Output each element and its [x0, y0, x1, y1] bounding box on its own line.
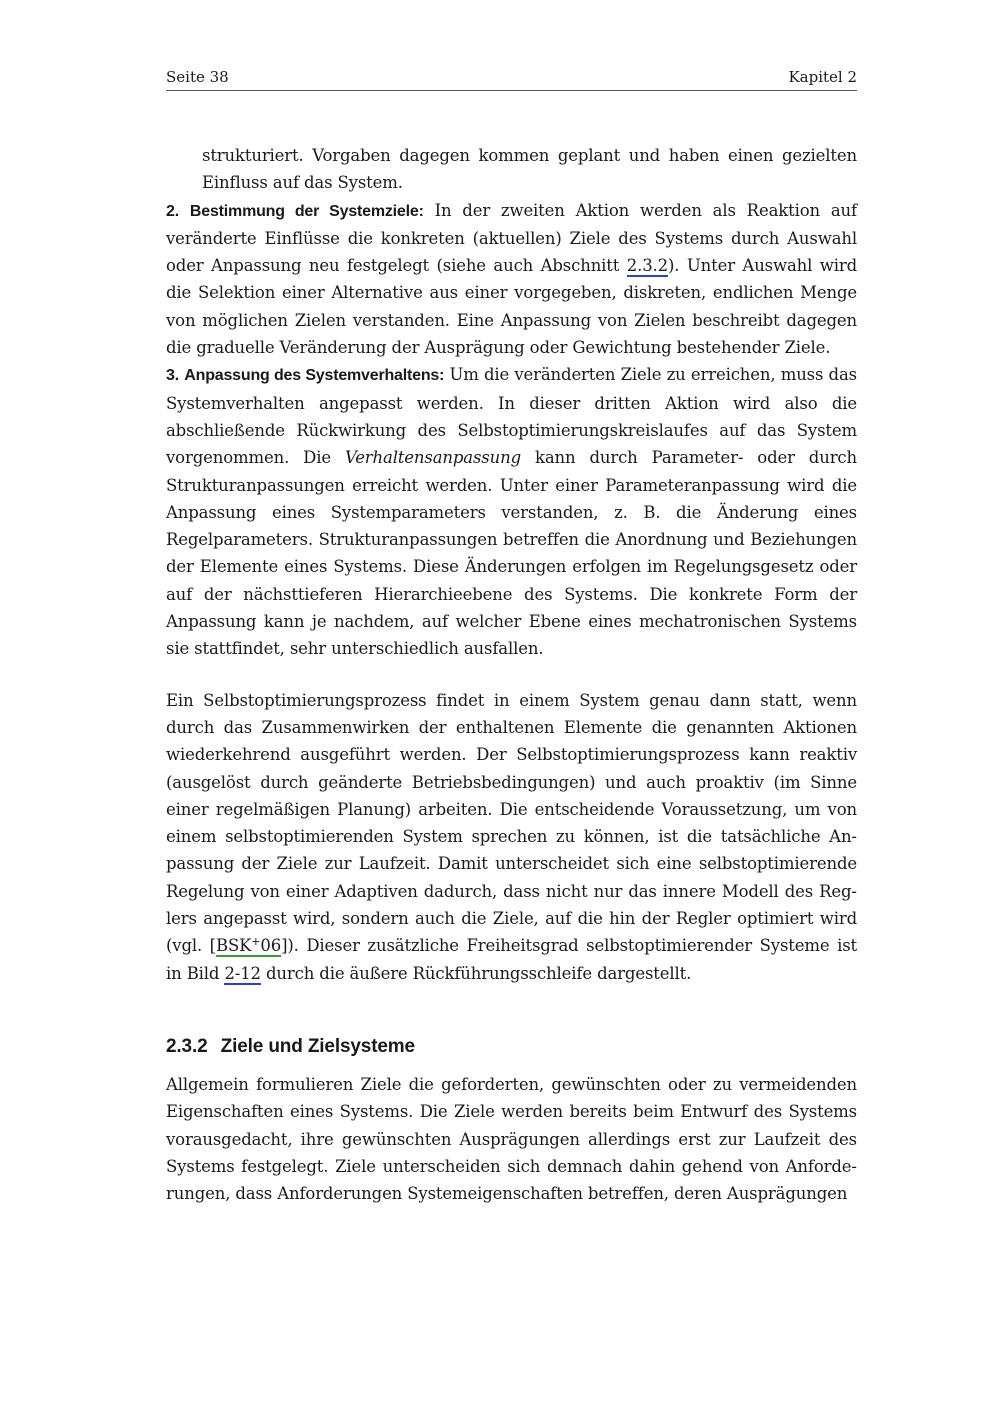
- list-item-text: Um die veränderten Ziele zu erreichen, muss das Systemverhalten angepasst werden. In dieser dritten Aktion wird also die abschließende Rückwirkung des Selbstoptimierungskreislaufes auf das System vorgenommen. Die: [166, 365, 857, 468]
- paragraph-text: durch die äußere Rückführungsschleife dargestellt.: [260, 963, 692, 983]
- citation-year: 06: [260, 936, 282, 956]
- section-title: Ziele und Zielsysteme: [220, 1035, 415, 1057]
- list-item-text: kann durch Parameter- oder durch Strukturanpassungen erreicht werden. Unter einer Parameteranpassung wird die Anpassung eines Systemparameters verstanden, z. B. die Änderung eines Regelparameters. Strukturanpassungen betreffen die Anordnung und Beziehungen der Elemente eines Systems. Diese Änderungen erfolgen im Regelungsgesetz oder auf der nächsttieferen Hierarchieebene des Systems. Die konkrete Form der Anpassung kann je nachdem, auf welcher Ebene eines mechatronischen Systems sie stattfindet, sehr unterschiedlich ausfallen.: [166, 448, 857, 659]
- section-reference-link[interactable]: 2.3.2: [626, 256, 668, 276]
- list-item-label: Bestimmung der Systemziele:: [189, 202, 424, 220]
- page-header: [166, 66, 857, 91]
- continuation-paragraph: strukturiert. Vorgaben dagegen kommen geplant und haben einen gezielten Einfluss auf das System.: [202, 146, 857, 193]
- list-item-label: Anpassung des Systemverhaltens:: [184, 367, 445, 385]
- list-item-text: In der zweiten Aktion werden als Reaktion auf veränderte Einflüsse die konkreten (aktuellen) Ziele des Systems durch Auswahl oder Anpassung neu festgelegt (siehe auch Abschnitt: [166, 200, 857, 276]
- paragraph-text: Ein Selbstoptimierungsprozess findet in einem System genau dann statt, wenn durch das Zusammenwirken der enthaltenen Elemente die genannten Aktionen wiederkehrend ausgeführt werden. Der Selbstoptimierungsprozess kann reaktiv (ausgelöst durch geänderte Betriebsbedingungen) und auch proaktiv (im Sinne einer regelmäßigen Planung) arbeiten. Die entscheidende Voraussetzung, um von einem selbstoptimierenden System sprechen zu können, ist die tatsächliche Anpassung der Ziele zur Laufzeit. Damit unterscheidet sich eine selbstoptimierende Regelung von einer Adaptiven dadurch, dass nicht nur das innere Modell des Reglers angepasst wird, sondern auch die Ziele, auf die hin der Regler optimiert wird (vgl. [: [166, 690, 857, 956]
- citation-link[interactable]: [216, 936, 281, 957]
- figure-reference-link[interactable]: 2-12: [224, 963, 261, 983]
- list-item: [166, 361, 857, 662]
- list-item: [166, 197, 857, 362]
- body-paragraph: [166, 687, 857, 987]
- list-item-number: 2.: [166, 202, 180, 220]
- body-text: [166, 142, 857, 1207]
- paragraph-text: ]). Dieser zusätzliche Freiheitsgrad selbstoptimierender Systeme ist in Bild: [166, 936, 858, 983]
- page-number: Seite 38: [166, 68, 229, 86]
- body-paragraph: Allgemein formulieren Ziele die geforderten, gewünschten oder zu vermeidenden Eigenschaften eines Systems. Die Ziele werden bereits beim Entwurf des Systems vorausgedacht, ihre gewünschten Ausprägungen allerdings erst zur Laufzeit des Systems festgelegt. Ziele unterscheiden sich demnach dahin gehend von Anforderungen, dass Anforderungen Systemeigenschaften betreffen, deren Ausprägungen: [166, 1074, 857, 1204]
- list-item-number: 3.: [166, 367, 180, 385]
- chapter-label: Kapitel 2: [788, 68, 857, 86]
- citation-key: BSK: [215, 936, 252, 956]
- section-heading: [166, 1033, 857, 1061]
- list-item-text: ). Unter Auswahl wird die Selektion einer Alternative aus einer vorgegeben, diskreten, endlichen Menge von möglichen Zielen verstanden. Eine Anpassung von Zielen beschreibt dagegen die graduelle Veränderung der Ausprägung oder Gewichtung bestehender Ziele.: [166, 256, 858, 358]
- section-number: 2.3.2: [166, 1035, 208, 1057]
- citation-superscript: +: [251, 935, 261, 949]
- emphasized-term: Verhaltensanpassung: [344, 448, 521, 468]
